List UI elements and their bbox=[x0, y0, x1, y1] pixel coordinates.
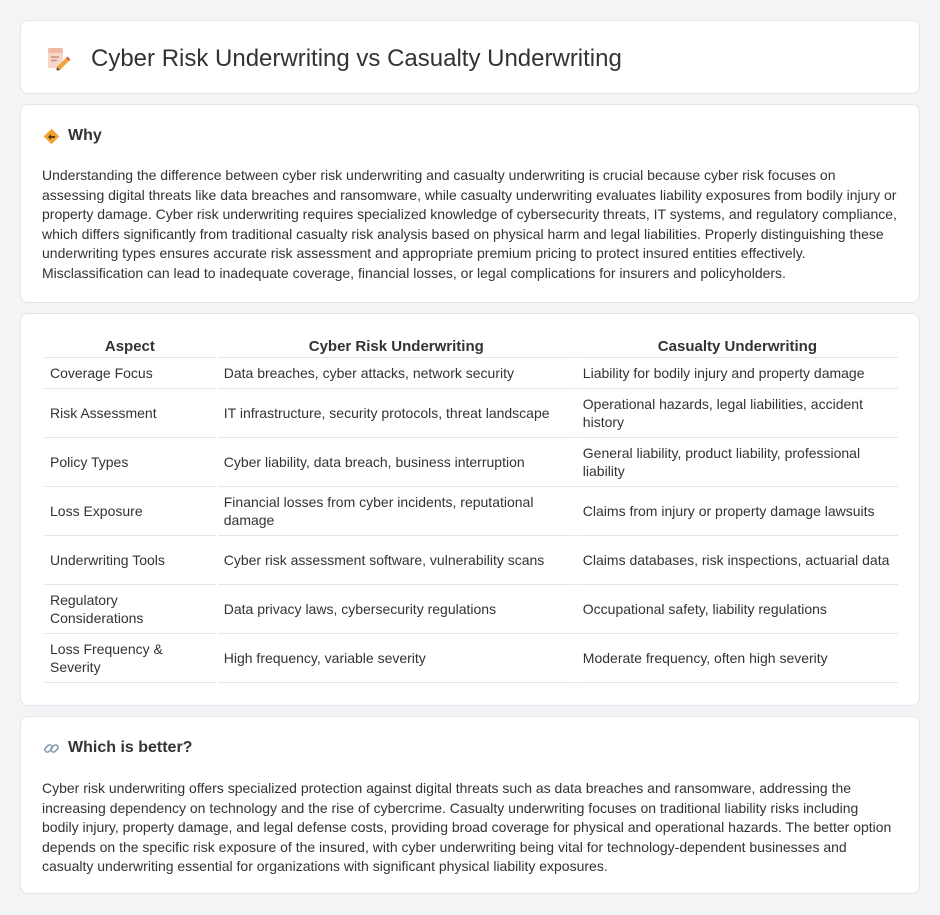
aspect-cell: Risk Assessment bbox=[44, 389, 216, 438]
title-row bbox=[45, 45, 622, 73]
cyber-cell: Data privacy laws, cybersecurity regulations bbox=[218, 585, 575, 634]
table-row bbox=[44, 536, 898, 585]
aspect-cell: Regulatory Considerations bbox=[44, 585, 216, 634]
casualty-cell: Liability for bodily injury and property damage bbox=[577, 358, 898, 389]
header-casualty: Casualty Underwriting bbox=[577, 336, 898, 358]
why-heading bbox=[43, 127, 102, 145]
better-title: Which is better? bbox=[68, 739, 193, 756]
comparison-table-card bbox=[20, 313, 920, 706]
document-pencil-icon bbox=[45, 46, 71, 72]
cyber-cell: Data breaches, cyber attacks, network security bbox=[218, 358, 575, 389]
cyber-cell: High frequency, variable severity bbox=[218, 634, 575, 683]
header-card bbox=[20, 20, 920, 94]
aspect-cell: Coverage Focus bbox=[44, 358, 216, 389]
better-heading bbox=[43, 739, 192, 757]
header-cyber: Cyber Risk Underwriting bbox=[218, 336, 575, 358]
aspect-cell: Loss Frequency & Severity bbox=[44, 634, 216, 683]
which-is-better-section bbox=[20, 716, 920, 894]
cyber-cell: Cyber risk assessment software, vulnerability scans bbox=[218, 536, 575, 585]
aspect-cell: Underwriting Tools bbox=[44, 536, 216, 585]
why-paragraph: Understanding the difference between cyber risk underwriting and casualty underwriting is crucial because cyber risk focuses on assessing digital threats like data breaches and ransomware, while casualty underwriting evaluates liability exposures from bodily injury or property damage. Cyber risk underwriting requires specialized knowledge of cybersecurity threats, IT systems, and regulatory compliance, which differs significantly from traditional casualty risk analysis based on physical harm and legal liabilities. Properly distinguishing these underwriting types ensures accurate risk assessment and appropriate premium pricing to protect insured entities effectively. Misclassification can lead to inadequate coverage, financial losses, or legal complications for insurers and policyholders. bbox=[42, 167, 897, 281]
table-row bbox=[44, 389, 898, 438]
link-icon bbox=[43, 740, 60, 757]
header-aspect: Aspect bbox=[44, 336, 216, 358]
cyber-cell: Financial losses from cyber incidents, reputational damage bbox=[218, 487, 575, 536]
cyber-cell: IT infrastructure, security protocols, threat landscape bbox=[218, 389, 575, 438]
table-row bbox=[44, 585, 898, 634]
casualty-cell: Operational hazards, legal liabilities, accident history bbox=[577, 389, 898, 438]
casualty-cell: Claims databases, risk inspections, actuarial data bbox=[577, 536, 898, 585]
casualty-cell: Moderate frequency, often high severity bbox=[577, 634, 898, 683]
table-row bbox=[44, 634, 898, 683]
casualty-cell: Claims from injury or property damage lawsuits bbox=[577, 487, 898, 536]
table-row bbox=[44, 487, 898, 536]
better-paragraph: Cyber risk underwriting offers specialized protection against digital threats such as data breaches and ransomware, addressing the increasing dependency on technology and the rise of cybercrime. Casualty underwriting focuses on traditional liability risks including bodily injury, property damage, and legal defense costs, providing broad coverage for physical and operational hazards. The better option depends on the specific risk exposure of the insured, with cyber underwriting being vital for technology-dependent businesses and casualty underwriting essential for organizations with significant physical liability exposures. bbox=[42, 780, 892, 875]
comparison-table bbox=[42, 336, 900, 683]
why-section bbox=[20, 104, 920, 303]
table-header-row bbox=[44, 336, 898, 358]
why-title: Why bbox=[68, 127, 102, 144]
cyber-cell: Cyber liability, data breach, business interruption bbox=[218, 438, 575, 487]
diamond-arrows-icon bbox=[43, 128, 60, 145]
table-row bbox=[44, 358, 898, 389]
aspect-cell: Policy Types bbox=[44, 438, 216, 487]
casualty-cell: General liability, product liability, professional liability bbox=[577, 438, 898, 487]
casualty-cell: Occupational safety, liability regulations bbox=[577, 585, 898, 634]
table-row bbox=[44, 438, 898, 487]
aspect-cell: Loss Exposure bbox=[44, 487, 216, 536]
page-title: Cyber Risk Underwriting vs Casualty Underwriting bbox=[91, 45, 622, 72]
